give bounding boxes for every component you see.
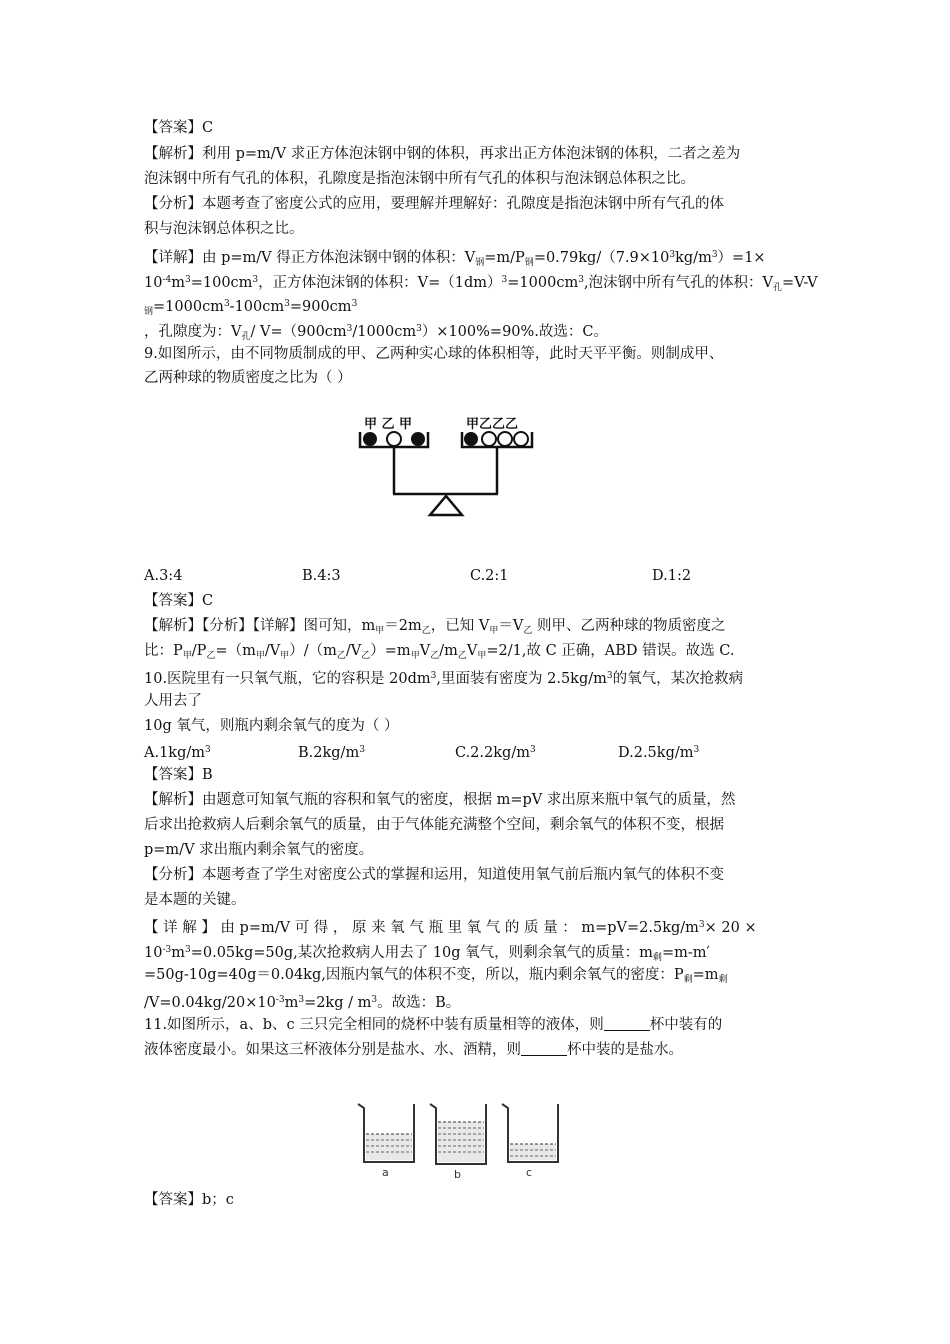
svg-text:b: b [454, 1168, 461, 1180]
beaker-c [502, 1104, 558, 1179]
q9-explain-line2: 比：$P_甲/P_乙=(m_甲/V_甲)/(m_乙/V_乙)=m_甲V_乙/m_乙V_甲=2/1$,故 C 正确，ABD 错误。故选 C. [144, 643, 735, 661]
q8-detail-line4: ，孔隙度为：$V_孔/$ $V=(900cm^3/1000cm^3)\times 100\%=90\%$.故选：C。 [144, 324, 608, 342]
q8-detail-line3: $_钢=1000cm^3-100cm^3=900cm^3$ [144, 299, 358, 317]
balance-figure [350, 410, 550, 522]
answer-blank-2 [521, 1041, 567, 1056]
beaker-a [358, 1104, 414, 1179]
q8-answer: 【答案】C [144, 120, 214, 136]
q9-stem-line1: 9.如图所示，由不同物质制成的甲、乙两种实心球的体积相等，此时天平平衡。则制成甲、 [144, 346, 724, 362]
q11-stem-line1: 11.如图所示，a、b、c 三只完全相同的烧杯中装有质量相等的液体，则 杯中装有的 [144, 1017, 723, 1033]
ball-jia [363, 432, 377, 446]
ball-yi [514, 432, 528, 446]
q9-explain-line1: 【解析】【分析】【详解】图可知，$m_甲=2m_乙$，已知 $V_甲=V_乙$ 则甲、乙两种球的物质密度之 [144, 618, 726, 636]
balance-left-labels: 甲 乙 甲 [364, 417, 413, 432]
q9-option-a: A.3:4 [144, 568, 183, 584]
q11-answer: 【答案】b；c [144, 1192, 234, 1208]
q10-stem-line2: 人用去了 [144, 693, 202, 709]
q11-stem-line2: 液体密度最小。如果这三杯液体分别是盐水、水、酒精，则 杯中装的是盐水。 [144, 1042, 683, 1058]
q10-fenxi-line2: 是本题的关键。 [144, 892, 246, 908]
beaker-b [430, 1104, 486, 1180]
q10-analysis-line3: p=m/V 求出瓶内剩余氧气的密度。 [144, 842, 374, 858]
fulcrum [430, 496, 462, 515]
q10-stem-line1: 10.医院里有一只氧气瓶，它的容积是 $20dm^3$,里面装有密度为 $2.5kg/m^3$的氧气，某次抢救病 [144, 671, 744, 687]
q8-analysis-line1: 【解析】利用 p=m/V 求正方体泡沫钢中钢的体积，再求出正方体泡沫钢的体积，二者之差为 [144, 146, 741, 162]
q8-detail-line1: 【详解】由 p=m/V 得正方体泡沫钢中钢的体积：$V_钢=m/P_钢=0.79kg/(7.9\times 10^3kg/m^3)=1\times$ [144, 250, 766, 268]
q9-answer: 【答案】C [144, 593, 214, 609]
q10-stem-line3: 10g 氧气，则瓶内剩余氧气的度为（ ） [144, 718, 399, 734]
q10-fenxi-line1: 【分析】本题考查了学生对密度公式的掌握和运用，知道使用氧气前后瓶内氧气的体积不变 [144, 867, 724, 883]
q8-fenxi-line1: 【分析】本题考查了密度公式的应用，要理解并理解好：孔隙度是指泡沫钢中所有气孔的体 [144, 196, 724, 212]
q10-detail-line3: =50g-10g=40g＝0.04kg,因瓶内氧气的体积不变，所以，瓶内剩余氧气的密度：$P_剩=m_剩$ [144, 967, 728, 985]
svg-text:a: a [382, 1166, 389, 1179]
q9-option-c: C.2:1 [470, 568, 509, 584]
q10-detail-line4: $/V=0.04kg/20\times 10^{-3}m^3=2kg / m^3$。故选：B。 [144, 995, 461, 1011]
q10-detail-line1: 【 详 解 】 由 p=m/V 可 得 ， 原 来 氧 气 瓶 里 氧 气 的 质 量 ： $m=pV=2.5kg/m^3\times 20$ × [144, 920, 757, 936]
ball-jia [464, 432, 478, 446]
q10-detail-line2: $10^{-3}m^3=0.05kg=50g$,某次抢救病人用去了 10g 氧气，则剩余氧气的质量：$m_剩=m-m'$ [144, 945, 710, 963]
q10-option-a: $A.1kg/m^3$ [144, 745, 211, 761]
q10-option-c: $C.2.2kg/m^3$ [455, 745, 536, 761]
q9-option-b: B.4:3 [302, 568, 341, 584]
q10-option-b: $B.2kg/m^3$ [298, 745, 365, 761]
q10-option-d: $D.2.5kg/m^3$ [618, 745, 700, 761]
q8-analysis-line2: 泡沫钢中所有气孔的体积，孔隙度是指泡沫钢中所有气孔的体积与泡沫钢总体积之比。 [144, 171, 695, 187]
q10-analysis-line1: 【解析】由题意可知氧气瓶的容积和氧气的密度，根据 m=pV 求出原来瓶中氧气的质量，然 [144, 792, 736, 808]
answer-blank-1 [604, 1016, 650, 1031]
q8-detail-line2: $10^{-4}m^3=100cm^3$，正方体泡沫钢的体积：$V=(1dm)^3=1000cm^3$,泡沫钢中所有气孔的体积：$V_孔=V-V$ [144, 275, 818, 293]
ball-yi [498, 432, 512, 446]
q10-analysis-line2: 后求出抢救病人后剩余氧气的质量，由于气体能充满整个空间，剩余氧气的体积不变，根据 [144, 817, 724, 833]
q10-answer: 【答案】B [144, 767, 213, 783]
svg-text:c: c [526, 1166, 533, 1179]
q9-stem-line2: 乙两种球的物质密度之比为（ ） [144, 370, 352, 386]
ball-jia [411, 432, 425, 446]
ball-yi [482, 432, 496, 446]
q8-fenxi-line2: 积与泡沫钢总体积之比。 [144, 221, 304, 237]
q9-option-d: D.1:2 [652, 568, 692, 584]
beakers-figure [352, 1098, 562, 1180]
ball-yi [387, 432, 401, 446]
balance-right-labels: 甲乙乙乙 [466, 417, 519, 432]
